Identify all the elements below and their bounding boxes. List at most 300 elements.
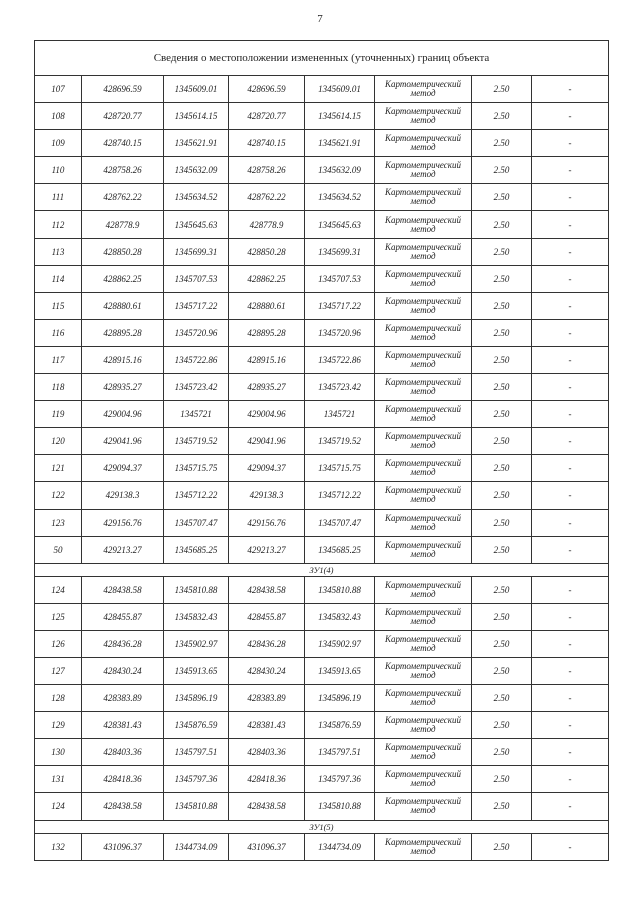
method-line1: Картометрический xyxy=(384,79,461,90)
x-refined-cell: 428895.28 xyxy=(229,319,305,346)
method-line2: метод xyxy=(410,521,436,532)
y-refined-cell: 1345712.22 xyxy=(305,482,375,509)
method-line2: метод xyxy=(410,304,436,315)
table-row xyxy=(35,793,609,820)
x-refined-cell: 428862.25 xyxy=(229,265,305,292)
point-number-cell: 108 xyxy=(35,103,82,130)
y-refined-cell: 1345876.59 xyxy=(305,712,375,739)
method-line1: Картометрический xyxy=(384,404,461,415)
method-cell xyxy=(375,739,472,766)
x-existing-cell: 428403.36 xyxy=(82,739,164,766)
note-cell: - xyxy=(532,657,609,684)
x-refined-cell: 429004.96 xyxy=(229,401,305,428)
note-cell: - xyxy=(532,603,609,630)
x-refined-cell: 431096.37 xyxy=(229,833,305,860)
accuracy-cell: 2.50 xyxy=(472,712,532,739)
method-cell xyxy=(375,455,472,482)
note-cell: - xyxy=(532,739,609,766)
x-existing-cell: 428418.36 xyxy=(82,766,164,793)
method-line1: Картометрический xyxy=(384,633,461,644)
y-refined-cell: 1345810.88 xyxy=(305,576,375,603)
method-line2: метод xyxy=(410,494,436,505)
table-row xyxy=(35,536,609,563)
method-line2: метод xyxy=(410,467,436,478)
table-row xyxy=(35,657,609,684)
note-cell: - xyxy=(532,712,609,739)
method-cell xyxy=(375,428,472,455)
boundary-table xyxy=(34,40,609,861)
note-cell: - xyxy=(532,265,609,292)
x-refined-cell: 428880.61 xyxy=(229,292,305,319)
y-existing-cell: 1345797.51 xyxy=(164,739,229,766)
point-number-cell: 110 xyxy=(35,157,82,184)
point-number-cell: 113 xyxy=(35,238,82,265)
accuracy-cell: 2.50 xyxy=(472,833,532,860)
y-existing-cell: 1345876.59 xyxy=(164,712,229,739)
y-refined-cell: 1345797.36 xyxy=(305,766,375,793)
point-number-cell: 116 xyxy=(35,319,82,346)
method-cell xyxy=(375,130,472,157)
table-row xyxy=(35,482,609,509)
method-line1: Картометрический xyxy=(384,579,461,590)
x-refined-cell: 428915.16 xyxy=(229,346,305,373)
table-row xyxy=(35,238,609,265)
y-refined-cell: 1344734.09 xyxy=(305,833,375,860)
y-refined-cell: 1345609.01 xyxy=(305,76,375,103)
point-number-cell: 125 xyxy=(35,603,82,630)
method-cell xyxy=(375,576,472,603)
table-row xyxy=(35,346,609,373)
method-line2: метод xyxy=(410,169,436,180)
accuracy-cell: 2.50 xyxy=(472,576,532,603)
method-line1: Картометрический xyxy=(384,539,461,550)
x-existing-cell: 428696.59 xyxy=(82,76,164,103)
x-refined-cell: 428762.22 xyxy=(229,184,305,211)
method-line2: метод xyxy=(410,588,436,599)
y-existing-cell: 1345913.65 xyxy=(164,657,229,684)
method-line1: Картометрический xyxy=(384,769,461,780)
note-cell: - xyxy=(532,630,609,657)
point-number-cell: 120 xyxy=(35,428,82,455)
accuracy-cell: 2.50 xyxy=(472,238,532,265)
accuracy-cell: 2.50 xyxy=(472,739,532,766)
method-line1: Картометрический xyxy=(384,688,461,699)
method-line1: Картометрический xyxy=(384,160,461,171)
point-number-cell: 129 xyxy=(35,712,82,739)
x-refined-cell: 428455.87 xyxy=(229,603,305,630)
table-caption-row xyxy=(35,41,609,76)
y-existing-cell: 1345685.25 xyxy=(164,536,229,563)
method-line1: Картометрический xyxy=(384,295,461,306)
x-existing-cell: 428430.24 xyxy=(82,657,164,684)
method-line2: метод xyxy=(410,440,436,451)
method-line1: Картометрический xyxy=(384,606,461,617)
x-existing-cell: 429156.76 xyxy=(82,509,164,536)
x-existing-cell: 428935.27 xyxy=(82,374,164,401)
note-cell: - xyxy=(532,833,609,860)
accuracy-cell: 2.50 xyxy=(472,793,532,820)
point-number-cell: 126 xyxy=(35,630,82,657)
x-refined-cell: 428418.36 xyxy=(229,766,305,793)
method-cell xyxy=(375,157,472,184)
table-row xyxy=(35,374,609,401)
accuracy-cell: 2.50 xyxy=(472,630,532,657)
y-existing-cell: 1345723.42 xyxy=(164,374,229,401)
y-refined-cell: 1345632.09 xyxy=(305,157,375,184)
method-line1: Картометрический xyxy=(384,485,461,496)
note-cell: - xyxy=(532,157,609,184)
method-line1: Картометрический xyxy=(384,322,461,333)
y-existing-cell: 1345712.22 xyxy=(164,482,229,509)
method-line2: метод xyxy=(410,670,436,681)
method-line2: метод xyxy=(410,88,436,99)
y-existing-cell: 1345721 xyxy=(164,401,229,428)
y-refined-cell: 1345719.52 xyxy=(305,428,375,455)
method-line2: метод xyxy=(410,805,436,816)
x-refined-cell: 428720.77 xyxy=(229,103,305,130)
point-number-cell: 124 xyxy=(35,576,82,603)
y-existing-cell: 1345634.52 xyxy=(164,184,229,211)
table-row xyxy=(35,103,609,130)
y-refined-cell: 1345707.47 xyxy=(305,509,375,536)
note-cell: - xyxy=(532,536,609,563)
y-existing-cell: 1345614.15 xyxy=(164,103,229,130)
y-refined-cell: 1345723.42 xyxy=(305,374,375,401)
y-existing-cell: 1345719.52 xyxy=(164,428,229,455)
method-cell xyxy=(375,793,472,820)
x-existing-cell: 428758.26 xyxy=(82,157,164,184)
note-cell: - xyxy=(532,76,609,103)
method-line1: Картометрический xyxy=(384,214,461,225)
method-cell xyxy=(375,103,472,130)
x-existing-cell: 428778.9 xyxy=(82,211,164,238)
y-refined-cell: 1345717.22 xyxy=(305,292,375,319)
y-refined-cell: 1345645.63 xyxy=(305,211,375,238)
method-line2: метод xyxy=(410,223,436,234)
method-cell xyxy=(375,265,472,292)
y-existing-cell: 1345707.47 xyxy=(164,509,229,536)
table-row xyxy=(35,76,609,103)
method-line1: Картометрический xyxy=(384,512,461,523)
x-existing-cell: 428438.58 xyxy=(82,576,164,603)
x-existing-cell: 428381.43 xyxy=(82,712,164,739)
table-row xyxy=(35,428,609,455)
accuracy-cell: 2.50 xyxy=(472,685,532,712)
accuracy-cell: 2.50 xyxy=(472,157,532,184)
note-cell: - xyxy=(532,184,609,211)
method-line2: метод xyxy=(410,845,436,856)
method-line2: метод xyxy=(410,751,436,762)
point-number-cell: 118 xyxy=(35,374,82,401)
y-refined-cell: 1345634.52 xyxy=(305,184,375,211)
x-existing-cell: 428436.28 xyxy=(82,630,164,657)
y-refined-cell: 1345721 xyxy=(305,401,375,428)
method-cell xyxy=(375,238,472,265)
note-cell: - xyxy=(532,482,609,509)
method-cell xyxy=(375,401,472,428)
y-refined-cell: 1345715.75 xyxy=(305,455,375,482)
x-refined-cell: 428778.9 xyxy=(229,211,305,238)
table-row xyxy=(35,184,609,211)
accuracy-cell: 2.50 xyxy=(472,603,532,630)
accuracy-cell: 2.50 xyxy=(472,265,532,292)
method-line2: метод xyxy=(410,778,436,789)
x-existing-cell: 428383.89 xyxy=(82,685,164,712)
point-number-cell: 107 xyxy=(35,76,82,103)
y-existing-cell: 1345902.97 xyxy=(164,630,229,657)
method-cell xyxy=(375,685,472,712)
x-refined-cell: 429156.76 xyxy=(229,509,305,536)
x-refined-cell: 428430.24 xyxy=(229,657,305,684)
table-caption: Сведения о местоположении измененных (уточненных) границ объекта xyxy=(35,41,609,76)
x-refined-cell: 429041.96 xyxy=(229,428,305,455)
x-existing-cell: 429138.3 xyxy=(82,482,164,509)
accuracy-cell: 2.50 xyxy=(472,292,532,319)
point-number-cell: 122 xyxy=(35,482,82,509)
note-cell: - xyxy=(532,509,609,536)
point-number-cell: 128 xyxy=(35,685,82,712)
point-number-cell: 111 xyxy=(35,184,82,211)
x-refined-cell: 429138.3 xyxy=(229,482,305,509)
note-cell: - xyxy=(532,766,609,793)
x-existing-cell: 429213.27 xyxy=(82,536,164,563)
note-cell: - xyxy=(532,211,609,238)
x-existing-cell: 428880.61 xyxy=(82,292,164,319)
point-number-cell: 130 xyxy=(35,739,82,766)
y-existing-cell: 1345699.31 xyxy=(164,238,229,265)
x-existing-cell: 428762.22 xyxy=(82,184,164,211)
table-row xyxy=(35,630,609,657)
method-line2: метод xyxy=(410,115,436,126)
note-cell: - xyxy=(532,428,609,455)
method-line1: Картометрический xyxy=(384,187,461,198)
accuracy-cell: 2.50 xyxy=(472,103,532,130)
method-line1: Картометрический xyxy=(384,431,461,442)
method-cell xyxy=(375,630,472,657)
x-refined-cell: 428740.15 xyxy=(229,130,305,157)
accuracy-cell: 2.50 xyxy=(472,319,532,346)
x-existing-cell: 428915.16 xyxy=(82,346,164,373)
note-cell: - xyxy=(532,401,609,428)
y-refined-cell: 1345722.86 xyxy=(305,346,375,373)
x-refined-cell: 428381.43 xyxy=(229,712,305,739)
x-existing-cell: 429004.96 xyxy=(82,401,164,428)
accuracy-cell: 2.50 xyxy=(472,482,532,509)
method-line1: Картометрический xyxy=(384,268,461,279)
table-row xyxy=(35,833,609,860)
point-number-cell: 112 xyxy=(35,211,82,238)
y-refined-cell: 1345720.96 xyxy=(305,319,375,346)
method-line1: Картометрический xyxy=(384,241,461,252)
method-cell xyxy=(375,292,472,319)
y-existing-cell: 1345632.09 xyxy=(164,157,229,184)
method-line1: Картометрический xyxy=(384,742,461,753)
method-line2: метод xyxy=(410,548,436,559)
y-existing-cell: 1345645.63 xyxy=(164,211,229,238)
x-existing-cell: 428850.28 xyxy=(82,238,164,265)
y-existing-cell: 1345707.53 xyxy=(164,265,229,292)
method-cell xyxy=(375,211,472,238)
method-line2: метод xyxy=(410,413,436,424)
point-number-cell: 119 xyxy=(35,401,82,428)
table-row xyxy=(35,766,609,793)
table-row xyxy=(35,455,609,482)
note-cell: - xyxy=(532,292,609,319)
accuracy-cell: 2.50 xyxy=(472,346,532,373)
note-cell: - xyxy=(532,793,609,820)
y-existing-cell: 1345621.91 xyxy=(164,130,229,157)
page-number: 7 xyxy=(317,13,323,25)
accuracy-cell: 2.50 xyxy=(472,657,532,684)
section-title: ЗУ1(4) xyxy=(35,563,609,576)
table-row xyxy=(35,157,609,184)
x-existing-cell: 428438.58 xyxy=(82,793,164,820)
x-refined-cell: 428696.59 xyxy=(229,76,305,103)
x-existing-cell: 428740.15 xyxy=(82,130,164,157)
method-line1: Картометрический xyxy=(384,106,461,117)
method-line1: Картометрический xyxy=(384,715,461,726)
method-line1: Картометрический xyxy=(384,836,461,847)
note-cell: - xyxy=(532,130,609,157)
x-existing-cell: 429094.37 xyxy=(82,455,164,482)
y-existing-cell: 1345810.88 xyxy=(164,793,229,820)
table-row xyxy=(35,509,609,536)
point-number-cell: 131 xyxy=(35,766,82,793)
x-refined-cell: 428436.28 xyxy=(229,630,305,657)
point-number-cell: 115 xyxy=(35,292,82,319)
method-line1: Картометрический xyxy=(384,796,461,807)
method-cell xyxy=(375,482,472,509)
method-cell xyxy=(375,319,472,346)
y-refined-cell: 1345707.53 xyxy=(305,265,375,292)
table-row xyxy=(35,576,609,603)
accuracy-cell: 2.50 xyxy=(472,401,532,428)
method-line2: метод xyxy=(410,277,436,288)
note-cell: - xyxy=(532,685,609,712)
accuracy-cell: 2.50 xyxy=(472,536,532,563)
accuracy-cell: 2.50 xyxy=(472,766,532,793)
method-cell xyxy=(375,509,472,536)
method-line2: метод xyxy=(410,697,436,708)
x-refined-cell: 428935.27 xyxy=(229,374,305,401)
method-line1: Картометрический xyxy=(384,661,461,672)
point-number-cell: 121 xyxy=(35,455,82,482)
x-existing-cell: 428862.25 xyxy=(82,265,164,292)
note-cell: - xyxy=(532,576,609,603)
method-line2: метод xyxy=(410,642,436,653)
accuracy-cell: 2.50 xyxy=(472,130,532,157)
x-refined-cell: 428383.89 xyxy=(229,685,305,712)
y-existing-cell: 1345810.88 xyxy=(164,576,229,603)
method-cell xyxy=(375,833,472,860)
table-row xyxy=(35,712,609,739)
y-existing-cell: 1344734.09 xyxy=(164,833,229,860)
x-existing-cell: 428455.87 xyxy=(82,603,164,630)
method-cell xyxy=(375,374,472,401)
method-cell xyxy=(375,346,472,373)
y-refined-cell: 1345797.51 xyxy=(305,739,375,766)
method-cell xyxy=(375,712,472,739)
method-line2: метод xyxy=(410,358,436,369)
accuracy-cell: 2.50 xyxy=(472,509,532,536)
method-line2: метод xyxy=(410,386,436,397)
point-number-cell: 117 xyxy=(35,346,82,373)
y-existing-cell: 1345720.96 xyxy=(164,319,229,346)
table-row xyxy=(35,319,609,346)
note-cell: - xyxy=(532,238,609,265)
y-existing-cell: 1345832.43 xyxy=(164,603,229,630)
y-refined-cell: 1345685.25 xyxy=(305,536,375,563)
note-cell: - xyxy=(532,103,609,130)
table-row xyxy=(35,685,609,712)
method-line2: метод xyxy=(410,724,436,735)
table-row xyxy=(35,211,609,238)
table-row xyxy=(35,401,609,428)
method-line1: Картометрический xyxy=(384,458,461,469)
y-existing-cell: 1345797.36 xyxy=(164,766,229,793)
x-refined-cell: 429213.27 xyxy=(229,536,305,563)
method-line2: метод xyxy=(410,615,436,626)
method-cell xyxy=(375,766,472,793)
note-cell: - xyxy=(532,455,609,482)
method-cell xyxy=(375,184,472,211)
y-existing-cell: 1345896.19 xyxy=(164,685,229,712)
method-cell xyxy=(375,76,472,103)
point-number-cell: 123 xyxy=(35,509,82,536)
y-refined-cell: 1345810.88 xyxy=(305,793,375,820)
x-existing-cell: 428895.28 xyxy=(82,319,164,346)
point-number-cell: 124 xyxy=(35,793,82,820)
note-cell: - xyxy=(532,346,609,373)
x-refined-cell: 429094.37 xyxy=(229,455,305,482)
y-existing-cell: 1345609.01 xyxy=(164,76,229,103)
table-row xyxy=(35,292,609,319)
accuracy-cell: 2.50 xyxy=(472,455,532,482)
y-existing-cell: 1345715.75 xyxy=(164,455,229,482)
x-existing-cell: 429041.96 xyxy=(82,428,164,455)
section-header-row xyxy=(35,563,609,576)
point-number-cell: 109 xyxy=(35,130,82,157)
method-line2: метод xyxy=(410,196,436,207)
method-line1: Картометрический xyxy=(384,349,461,360)
section-title: ЗУ1(5) xyxy=(35,820,609,833)
table-row xyxy=(35,130,609,157)
method-line2: метод xyxy=(410,142,436,153)
section-header-row xyxy=(35,820,609,833)
x-refined-cell: 428850.28 xyxy=(229,238,305,265)
x-refined-cell: 428438.58 xyxy=(229,576,305,603)
accuracy-cell: 2.50 xyxy=(472,184,532,211)
y-refined-cell: 1345621.91 xyxy=(305,130,375,157)
x-existing-cell: 428720.77 xyxy=(82,103,164,130)
y-refined-cell: 1345699.31 xyxy=(305,238,375,265)
method-cell xyxy=(375,536,472,563)
y-refined-cell: 1345913.65 xyxy=(305,657,375,684)
point-number-cell: 114 xyxy=(35,265,82,292)
y-refined-cell: 1345902.97 xyxy=(305,630,375,657)
x-refined-cell: 428403.36 xyxy=(229,739,305,766)
method-line2: метод xyxy=(410,331,436,342)
method-cell xyxy=(375,603,472,630)
point-number-cell: 50 xyxy=(35,536,82,563)
table-row xyxy=(35,603,609,630)
method-line1: Картометрический xyxy=(384,377,461,388)
table-row xyxy=(35,265,609,292)
note-cell: - xyxy=(532,374,609,401)
accuracy-cell: 2.50 xyxy=(472,374,532,401)
y-refined-cell: 1345896.19 xyxy=(305,685,375,712)
accuracy-cell: 2.50 xyxy=(472,76,532,103)
